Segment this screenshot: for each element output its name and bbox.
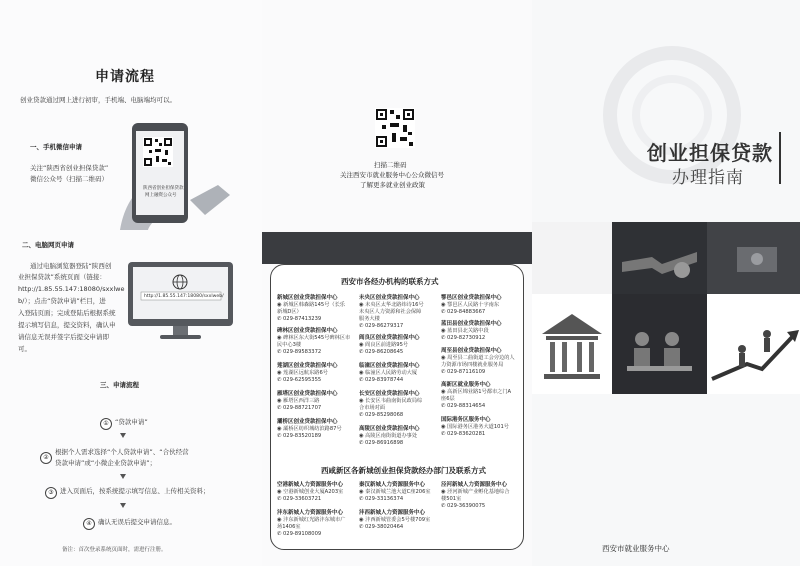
step-1-number: ① — [100, 418, 112, 430]
web-section-title: 二、电脑网页申请 — [22, 241, 74, 249]
right-panel — [532, 0, 800, 566]
service-center-qr-code — [375, 108, 415, 148]
office-entry: 新城区创业贷款担保中心 ◉ 新城区韩森路145号（长乐 新城D区） ✆ 029-87413239 — [277, 295, 345, 322]
office-entry: 沣西新城人力资源服务中心 ◉ 沣西新城管委会5号楼709室 ✆ 029-38020464 — [359, 510, 431, 530]
web-line-1: 通过电脑浏览器登陆“陕西创 — [30, 262, 112, 270]
cover-title-1: 创业担保贷款 — [647, 141, 773, 165]
phone-caption-2: 网上融资公众号 — [145, 193, 177, 198]
office-entry: 高新区就业服务中心 ◉ 高新区锦业路1号都市之门A 座6层 ✆ 029-88314654 — [441, 382, 512, 409]
office-entry: 雁塔区创业贷款担保中心 ◉ 雁塔区西洋三路 ✆ 029-88721707 — [277, 391, 338, 411]
wechat-section-title: 一、手机微信申请 — [30, 143, 82, 151]
step-2-number: ② — [40, 452, 52, 464]
left-panel — [0, 0, 262, 566]
scan-caption-1: 扫描二维码 — [374, 161, 407, 169]
monitor-illustration — [128, 262, 233, 342]
wechat-body-1: 关注“陕西省创业担保贷款” — [30, 164, 109, 172]
scan-caption-2: 关注西安市就业服务中心公众微信号 — [340, 171, 444, 179]
scan-caption-3: 了解更多就业创业政策 — [360, 181, 425, 189]
office-entry: 空港新城人力资源服务中心 ◉ 空港新城创业大厦A203室 ✆ 029-33603721 — [277, 482, 344, 502]
image-tile-money — [707, 222, 800, 294]
wechat-qr-code — [143, 137, 173, 167]
system-url: http://1.85.55.147:18080/sxxlweb/ — [144, 294, 224, 299]
xixian-section-title: 西咸新区各新城创业担保贷款经办部门及联系方式 — [321, 466, 486, 475]
publisher-footer: 西安市就业服务中心 — [602, 544, 670, 553]
step-2-text-2: 贷款申请”或“小微企业贷款申请”； — [55, 459, 157, 467]
image-tile-bank — [532, 294, 612, 394]
office-entry: 临潼区创业贷款担保中心 ◉ 临潼区人民路劳动大厦 ✆ 029-83978744 — [359, 363, 420, 383]
office-entry: 泾河新城人力资源服务中心 ◉ 泾河新城产业孵化基地综合 楼501室 ✆ 029-36390075 — [441, 482, 510, 509]
office-entry: 阎良区创业贷款担保中心 ◉ 阎良区前进路95号 ✆ 029-86208645 — [359, 335, 420, 355]
office-entry: 长安区创业贷款担保中心 ◉ 长安区韦曲南街民政局综 合市场对面 ✆ 029-85298068 — [359, 391, 423, 418]
office-entry: 国际港务区服务中心 ◉ 国际港务区港务大道101号 ✆ 029-83620281 — [441, 417, 509, 437]
web-line-4: b/）；点击“贷款申请”栏目，进 — [18, 297, 106, 305]
web-line-5: 入登陆页面；完成登陆后根据系统 — [18, 309, 116, 317]
step-1-text: “贷款申请” — [115, 418, 148, 426]
phone-hand-illustration — [100, 115, 240, 230]
web-line-6: 提示填写信息，提交资料，确认申 — [18, 321, 116, 329]
office-entry: 碑林区创业贷款担保中心 ◉ 碑林区东大街545号碑林区市 民中心3楼 ✆ 029-89583372 — [277, 328, 351, 355]
office-entry: 高陵区创业贷款担保中心 ◉ 高陵区南街街道办事处 ✆ 029-86916898 — [359, 426, 420, 446]
step-arrow-icon — [120, 433, 126, 438]
image-tile-growth — [707, 294, 800, 394]
web-line-8: 可。 — [18, 345, 31, 353]
step-arrow-icon — [120, 474, 126, 479]
step-2-text-1: 根据个人需求选择“个人贷款申请”、“合伙经营 — [55, 448, 189, 456]
contact-card-title: 西安市各经办机构的联系方式 — [341, 277, 439, 286]
wechat-body-2: 微信公众号（扫描二维码） — [30, 175, 108, 183]
office-entry: 莲湖区创业贷款担保中心 ◉ 莲湖区远航东路6号 ✆ 029-62595355 — [277, 363, 338, 383]
web-line-3: http://1.85.55.147:18080/sxxlwe — [18, 285, 125, 293]
office-entry: 周至县创业贷款担保中心 ◉ 周至县二曲街道工会旁边的人 力资源市场四楼就业服务局 ✆ 029-87116109 — [441, 348, 515, 375]
step-3-text: 进入页面后，按系统提示填写信息、上传相关资料； — [60, 487, 210, 495]
office-entry: 灞桥区创业贷款担保中心 ◉ 灞桥区纺织城纺滨路87号 ✆ 029-83520189 — [277, 419, 342, 439]
cover-title-2: 办理指南 — [672, 168, 744, 188]
middle-panel — [262, 0, 532, 566]
web-line-2: 业担保贷款”系统页面（链接： — [18, 273, 106, 281]
step-4-number: ④ — [83, 518, 95, 530]
image-tile-meeting — [612, 294, 707, 394]
process-title: 申请流程 — [95, 69, 155, 85]
step-arrow-icon — [120, 503, 126, 508]
office-entry: 未央区创业贷款担保中心 ◉ 未央区太华北路纬诗16号 未央区人力资源和社会保障 服务大楼 ✆ 029-86279317 — [359, 295, 424, 329]
step-3-number: ③ — [45, 487, 57, 499]
office-entry: 鄠邑区创业贷款担保中心 ◉ 鄠邑区人民路十字南东 ✆ 029-84883667 — [441, 295, 502, 315]
image-tile — [532, 222, 612, 294]
dark-band — [262, 232, 532, 264]
note-text: 备注：首次登录系统页面时，需进行注册。 — [62, 547, 167, 553]
office-entry: 秦汉新城人力资源服务中心 ◉ 秦汉新城兰池大道C座206室 ✆ 029-33136374 — [359, 482, 431, 502]
contact-card — [270, 264, 524, 550]
phone-caption-1: 陕西省创业担保贷款 — [143, 186, 184, 191]
intro-text: 创业贷款通过网上进行初审，手机端、电脑端均可以。 — [20, 96, 176, 104]
image-tile-handshake — [612, 222, 707, 294]
office-entry: 蓝田县创业贷款担保中心 ◉ 蓝田县北关路中段 ✆ 029-82730912 — [441, 321, 502, 341]
office-entry: 沣东新城人力资源服务中心 ◉ 沣东新城红光路沣东城市广 场1406室 ✆ 029-89108009 — [277, 510, 346, 537]
step-4-text: 确认无误后提交申请信息。 — [98, 518, 176, 526]
process-section-title: 三、申请流程 — [100, 381, 139, 389]
web-line-7: 请信息无误并签字后提交申请即 — [18, 333, 109, 341]
title-bar — [779, 132, 781, 184]
